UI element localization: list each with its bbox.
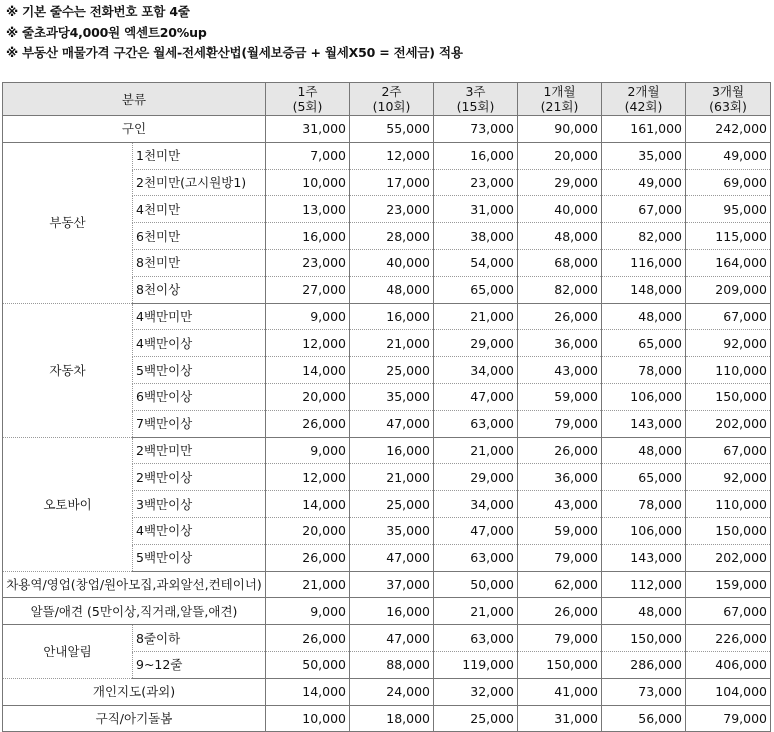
price-cell: 26,000	[518, 437, 602, 464]
header-col	[686, 83, 771, 116]
subcategory-cell: 4천미만	[133, 196, 266, 223]
price-cell: 69,000	[686, 169, 771, 196]
header-col-line2: (21회)	[540, 99, 579, 114]
price-cell: 242,000	[686, 116, 771, 143]
subcategory-cell: 8천미만	[133, 249, 266, 276]
table-row	[3, 678, 771, 705]
price-cell: 104,000	[686, 678, 771, 705]
table-row	[3, 116, 771, 143]
price-cell: 38,000	[434, 223, 518, 250]
price-cell: 112,000	[602, 571, 686, 598]
category-cell: 개인지도(과외)	[3, 678, 266, 705]
price-cell: 25,000	[350, 491, 434, 518]
price-cell: 12,000	[266, 464, 350, 491]
subcategory-cell: 4백만이상	[133, 330, 266, 357]
price-cell: 115,000	[686, 223, 771, 250]
price-cell: 31,000	[266, 116, 350, 143]
price-cell: 24,000	[350, 678, 434, 705]
price-cell: 47,000	[350, 625, 434, 652]
category-cell: 부동산	[3, 142, 133, 303]
price-cell: 164,000	[686, 249, 771, 276]
category-cell: 구직/아기돌봄	[3, 705, 266, 732]
price-cell: 29,000	[434, 464, 518, 491]
price-cell: 21,000	[266, 571, 350, 598]
price-cell: 26,000	[266, 625, 350, 652]
category-cell: 알뜰/애견 (5만이상,직거래,알뜰,애견)	[3, 598, 266, 625]
price-cell: 73,000	[602, 678, 686, 705]
header-col-line2: (15회)	[456, 99, 495, 114]
header-col-line2: (63회)	[709, 99, 747, 114]
price-cell: 7,000	[266, 142, 350, 169]
price-cell: 47,000	[434, 383, 518, 410]
price-cell: 150,000	[518, 651, 602, 678]
price-cell: 59,000	[518, 383, 602, 410]
price-cell: 143,000	[602, 410, 686, 437]
price-cell: 43,000	[518, 491, 602, 518]
table-row	[3, 625, 771, 652]
header-col	[434, 83, 518, 116]
price-cell: 21,000	[434, 598, 518, 625]
price-cell: 20,000	[266, 517, 350, 544]
note-line: ※ 부동산 매물가격 구간은 월세-전세환산법(월세보증금 + 월세X50 = 전세금) 적용	[6, 45, 463, 60]
price-cell: 29,000	[518, 169, 602, 196]
price-cell: 12,000	[350, 142, 434, 169]
price-cell: 18,000	[350, 705, 434, 732]
subcategory-cell: 5백만이상	[133, 357, 266, 384]
price-cell: 226,000	[686, 625, 771, 652]
price-cell: 92,000	[686, 330, 771, 357]
price-cell: 21,000	[350, 464, 434, 491]
subcategory-cell: 8줄이하	[133, 625, 266, 652]
price-cell: 78,000	[602, 357, 686, 384]
subcategory-cell: 8천이상	[133, 276, 266, 303]
price-cell: 202,000	[686, 544, 771, 571]
price-cell: 43,000	[518, 357, 602, 384]
price-cell: 106,000	[602, 383, 686, 410]
price-cell: 16,000	[266, 223, 350, 250]
header-col-line1: 3개월	[711, 84, 745, 99]
price-cell: 78,000	[602, 491, 686, 518]
price-cell: 50,000	[434, 571, 518, 598]
price-table	[2, 82, 771, 732]
price-cell: 79,000	[518, 544, 602, 571]
price-cell: 150,000	[602, 625, 686, 652]
price-cell: 159,000	[686, 571, 771, 598]
price-cell: 63,000	[434, 410, 518, 437]
price-cell: 34,000	[434, 491, 518, 518]
price-cell: 68,000	[518, 249, 602, 276]
subcategory-cell: 6백만이상	[133, 383, 266, 410]
header-col-line1: 1주	[297, 84, 318, 99]
price-cell: 20,000	[518, 142, 602, 169]
subcategory-cell: 5백만이상	[133, 544, 266, 571]
price-cell: 16,000	[350, 303, 434, 330]
price-cell: 110,000	[686, 357, 771, 384]
price-cell: 56,000	[602, 705, 686, 732]
table-row	[3, 598, 771, 625]
header-category: 분류	[3, 83, 266, 116]
category-cell: 차용역/영업(창업/원아모집,과외알선,컨테이너)	[3, 571, 266, 598]
price-cell: 36,000	[518, 330, 602, 357]
price-cell: 48,000	[518, 223, 602, 250]
price-cell: 21,000	[350, 330, 434, 357]
category-cell: 구인	[3, 116, 266, 143]
price-cell: 88,000	[350, 651, 434, 678]
price-cell: 16,000	[350, 437, 434, 464]
price-cell: 65,000	[434, 276, 518, 303]
price-cell: 16,000	[350, 598, 434, 625]
header-col-line1: 2개월	[627, 84, 660, 99]
price-cell: 47,000	[350, 544, 434, 571]
header-col-line2: (10회)	[372, 99, 411, 114]
price-cell: 35,000	[602, 142, 686, 169]
price-cell: 31,000	[518, 705, 602, 732]
price-cell: 16,000	[434, 142, 518, 169]
price-cell: 65,000	[602, 330, 686, 357]
price-cell: 119,000	[434, 651, 518, 678]
category-cell: 안내알림	[3, 625, 133, 679]
price-cell: 10,000	[266, 705, 350, 732]
header-col-line2: (5회)	[292, 99, 323, 114]
price-cell: 67,000	[602, 196, 686, 223]
price-cell: 49,000	[602, 169, 686, 196]
price-cell: 14,000	[266, 678, 350, 705]
price-cell: 65,000	[602, 464, 686, 491]
header-col	[518, 83, 602, 116]
subcategory-cell: 9~12줄	[133, 651, 266, 678]
price-cell: 209,000	[686, 276, 771, 303]
header-col	[266, 83, 350, 116]
price-cell: 143,000	[602, 544, 686, 571]
price-cell: 161,000	[602, 116, 686, 143]
price-cell: 47,000	[350, 410, 434, 437]
price-cell: 48,000	[602, 303, 686, 330]
price-cell: 14,000	[266, 491, 350, 518]
price-cell: 20,000	[266, 383, 350, 410]
price-cell: 49,000	[686, 142, 771, 169]
subcategory-cell: 4백만미만	[133, 303, 266, 330]
price-cell: 12,000	[266, 330, 350, 357]
price-cell: 67,000	[686, 303, 771, 330]
price-cell: 25,000	[434, 705, 518, 732]
header-col	[602, 83, 686, 116]
subcategory-cell: 2백만미만	[133, 437, 266, 464]
price-cell: 110,000	[686, 491, 771, 518]
price-cell: 13,000	[266, 196, 350, 223]
price-cell: 9,000	[266, 598, 350, 625]
price-cell: 63,000	[434, 544, 518, 571]
header-col-line2: (42회)	[624, 99, 663, 114]
price-cell: 35,000	[350, 383, 434, 410]
price-cell: 106,000	[602, 517, 686, 544]
note-line: ※ 기본 줄수는 전화번호 포함 4줄	[6, 4, 190, 19]
price-cell: 82,000	[518, 276, 602, 303]
subcategory-cell: 7백만이상	[133, 410, 266, 437]
table-body	[3, 116, 771, 732]
price-cell: 79,000	[518, 410, 602, 437]
price-cell: 150,000	[686, 383, 771, 410]
price-cell: 27,000	[266, 276, 350, 303]
price-cell: 48,000	[602, 437, 686, 464]
price-cell: 10,000	[266, 169, 350, 196]
price-cell: 14,000	[266, 357, 350, 384]
subcategory-cell: 3백만이상	[133, 491, 266, 518]
table-row	[3, 303, 771, 330]
price-cell: 92,000	[686, 464, 771, 491]
price-cell: 148,000	[602, 276, 686, 303]
category-cell: 오토바이	[3, 437, 133, 571]
price-cell: 25,000	[350, 357, 434, 384]
price-cell: 23,000	[266, 249, 350, 276]
price-cell: 9,000	[266, 437, 350, 464]
price-cell: 35,000	[350, 517, 434, 544]
price-cell: 26,000	[266, 410, 350, 437]
price-cell: 41,000	[518, 678, 602, 705]
price-cell: 26,000	[518, 303, 602, 330]
subcategory-cell: 4백만이상	[133, 517, 266, 544]
price-cell: 34,000	[434, 357, 518, 384]
header-col-line1: 1개월	[543, 84, 576, 99]
price-cell: 23,000	[350, 196, 434, 223]
price-cell: 73,000	[434, 116, 518, 143]
price-cell: 62,000	[518, 571, 602, 598]
subcategory-cell: 6천미만	[133, 223, 266, 250]
price-cell: 54,000	[434, 249, 518, 276]
price-cell: 406,000	[686, 651, 771, 678]
header-col	[350, 83, 434, 116]
price-cell: 95,000	[686, 196, 771, 223]
subcategory-cell: 2천미만(고시원방1)	[133, 169, 266, 196]
price-cell: 79,000	[686, 705, 771, 732]
price-cell: 90,000	[518, 116, 602, 143]
price-cell: 47,000	[434, 517, 518, 544]
price-cell: 48,000	[602, 598, 686, 625]
subcategory-cell: 2백만이상	[133, 464, 266, 491]
price-cell: 82,000	[602, 223, 686, 250]
table-row	[3, 437, 771, 464]
price-cell: 17,000	[350, 169, 434, 196]
price-cell: 21,000	[434, 303, 518, 330]
price-cell: 50,000	[266, 651, 350, 678]
price-cell: 63,000	[434, 625, 518, 652]
table-row	[3, 142, 771, 169]
price-cell: 286,000	[602, 651, 686, 678]
price-cell: 28,000	[350, 223, 434, 250]
category-cell: 자동차	[3, 303, 133, 437]
subcategory-cell: 1천미만	[133, 142, 266, 169]
price-cell: 31,000	[434, 196, 518, 223]
table-row	[3, 705, 771, 732]
price-cell: 79,000	[518, 625, 602, 652]
price-cell: 9,000	[266, 303, 350, 330]
price-cell: 40,000	[350, 249, 434, 276]
price-cell: 40,000	[518, 196, 602, 223]
price-cell: 37,000	[350, 571, 434, 598]
price-cell: 55,000	[350, 116, 434, 143]
price-cell: 150,000	[686, 517, 771, 544]
price-cell: 26,000	[518, 598, 602, 625]
price-cell: 67,000	[686, 437, 771, 464]
notes	[6, 2, 463, 64]
table-row	[3, 571, 771, 598]
price-cell: 36,000	[518, 464, 602, 491]
price-cell: 202,000	[686, 410, 771, 437]
header-col-line1: 3주	[465, 84, 486, 99]
price-cell: 32,000	[434, 678, 518, 705]
note-line: ※ 줄초과당4,000원 엑센트20%up	[6, 24, 207, 40]
price-cell: 23,000	[434, 169, 518, 196]
price-cell: 21,000	[434, 437, 518, 464]
price-cell: 48,000	[350, 276, 434, 303]
price-cell: 26,000	[266, 544, 350, 571]
price-cell: 116,000	[602, 249, 686, 276]
price-cell: 29,000	[434, 330, 518, 357]
header-col-line1: 2주	[381, 84, 402, 99]
price-cell: 67,000	[686, 598, 771, 625]
price-cell: 59,000	[518, 517, 602, 544]
header-row	[3, 83, 771, 116]
